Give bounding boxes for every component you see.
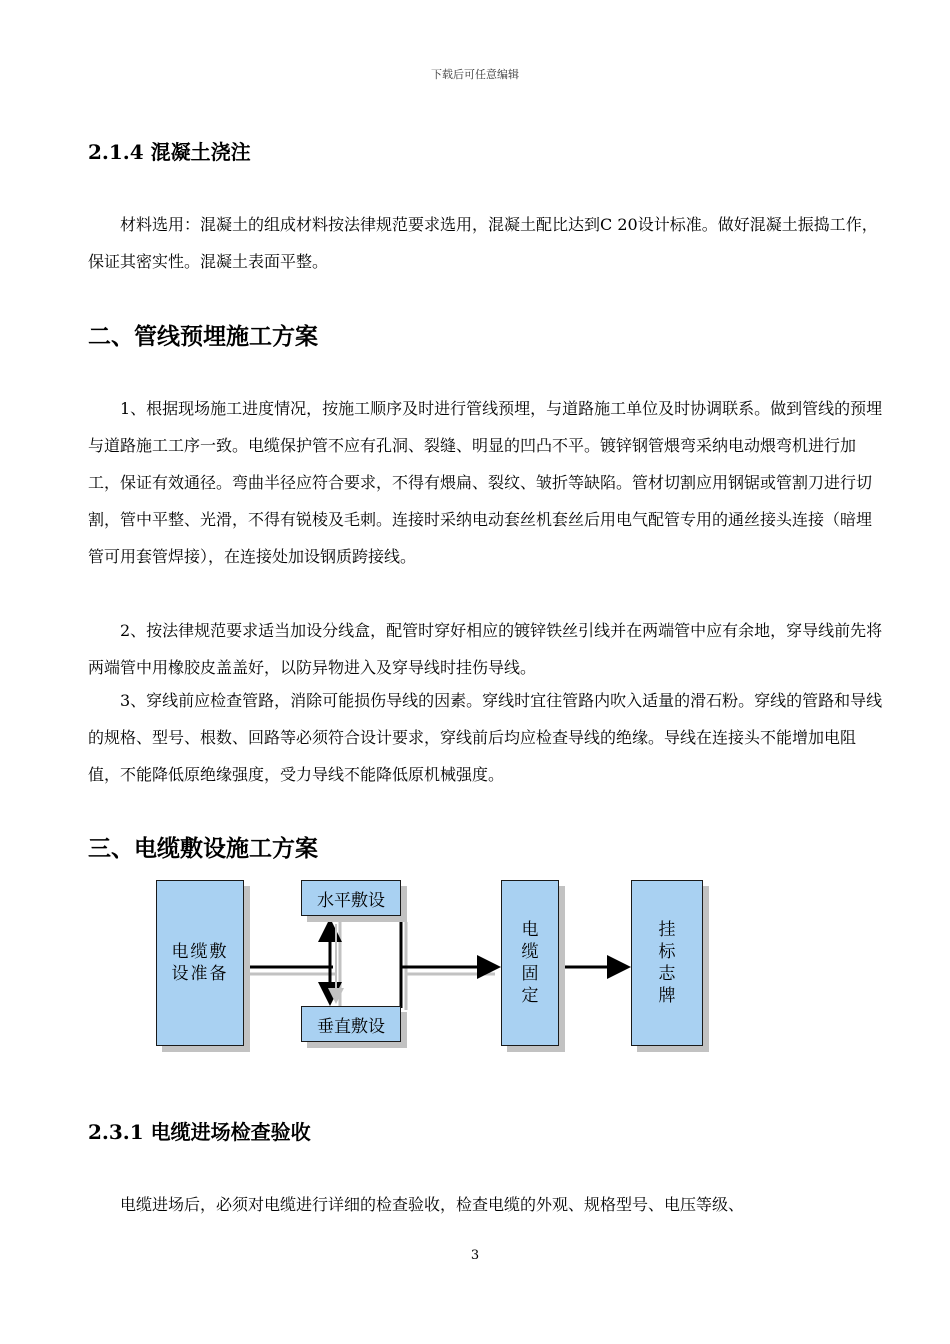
cable-laying-flow-diagram <box>150 872 730 1062</box>
box-horizontal-laying: 水平敷设 <box>301 880 401 916</box>
box-cable-fix: 电缆固定 <box>501 880 559 1046</box>
paragraph-cable-inspection: 电缆进场后，必须对电缆进行详细的检查验收，检查电缆的外观、规格型号、电压等级、 <box>120 1195 745 1214</box>
paragraph-pipeline-1: 1、根据现场施工进度情况，按施工顺序及时进行管线预埋，与道路施工单位及时协调联系。做到管线的预埋与道路施工工序一致。电缆保护管不应有孔洞、裂缝、明显的凹凸不平。镀锌钢管煨弯采纳电动煨弯机进行加工，保证有效通径。弯曲半径应符合要求，不得有煨扁、裂纹、皱折等缺陷。管材切割应用钢锯或管割刀进行切割，管中平整、光滑，不得有锐棱及毛刺。连接时采纳电动套丝机套丝后用电气配管专用的通丝接头连接（暗埋管可用套管焊接），在连接处加设钢质跨接线。 <box>88 399 883 566</box>
page-number: 3 <box>470 1248 480 1263</box>
box-cable-prep: 电缆敷设准备 <box>156 880 244 1046</box>
box-hang-tag: 挂标志牌 <box>631 880 703 1046</box>
section-title-pipeline: 二、管线预埋施工方案 <box>88 323 318 350</box>
section-title-cable-laying: 三、电缆敷设施工方案 <box>88 835 318 862</box>
section-title-2-3-1: 2.3.1 电缆进场检查验收 <box>88 1120 311 1144</box>
box-vertical-laying: 垂直敷设 <box>301 1006 401 1042</box>
paragraph-pipeline-3: 3、穿线前应检查管路，消除可能损伤导线的因素。穿线时宜往管路内吹入适量的滑石粉。穿线的管路和导线的规格、型号、根数、回路等必须符合设计要求，穿线前后均应检查导线的绝缘。导线在连接头不能增加电阻值，不能降低原绝缘强度，受力导线不能降低原机械强度。 <box>88 691 883 784</box>
paragraph-concrete: 材料选用：混凝土的组成材料按法律规范要求选用，混凝土配比达到C 20设计标准。做好混凝土振捣工作，保证其密实性。混凝土表面平整。 <box>88 215 878 271</box>
paragraph-pipeline-2: 2、按法律规范要求适当加设分线盒，配管时穿好相应的镀锌铁丝引线并在两端管中应有余地，穿导线前先将两端管中用橡胶皮盖盖好，以防异物进入及穿导线时挂伤导线。 <box>88 621 883 677</box>
header-note: 下载后可任意编辑 <box>431 68 519 81</box>
section-title-2-1-4: 2.1.4 混凝土浇注 <box>88 140 251 164</box>
